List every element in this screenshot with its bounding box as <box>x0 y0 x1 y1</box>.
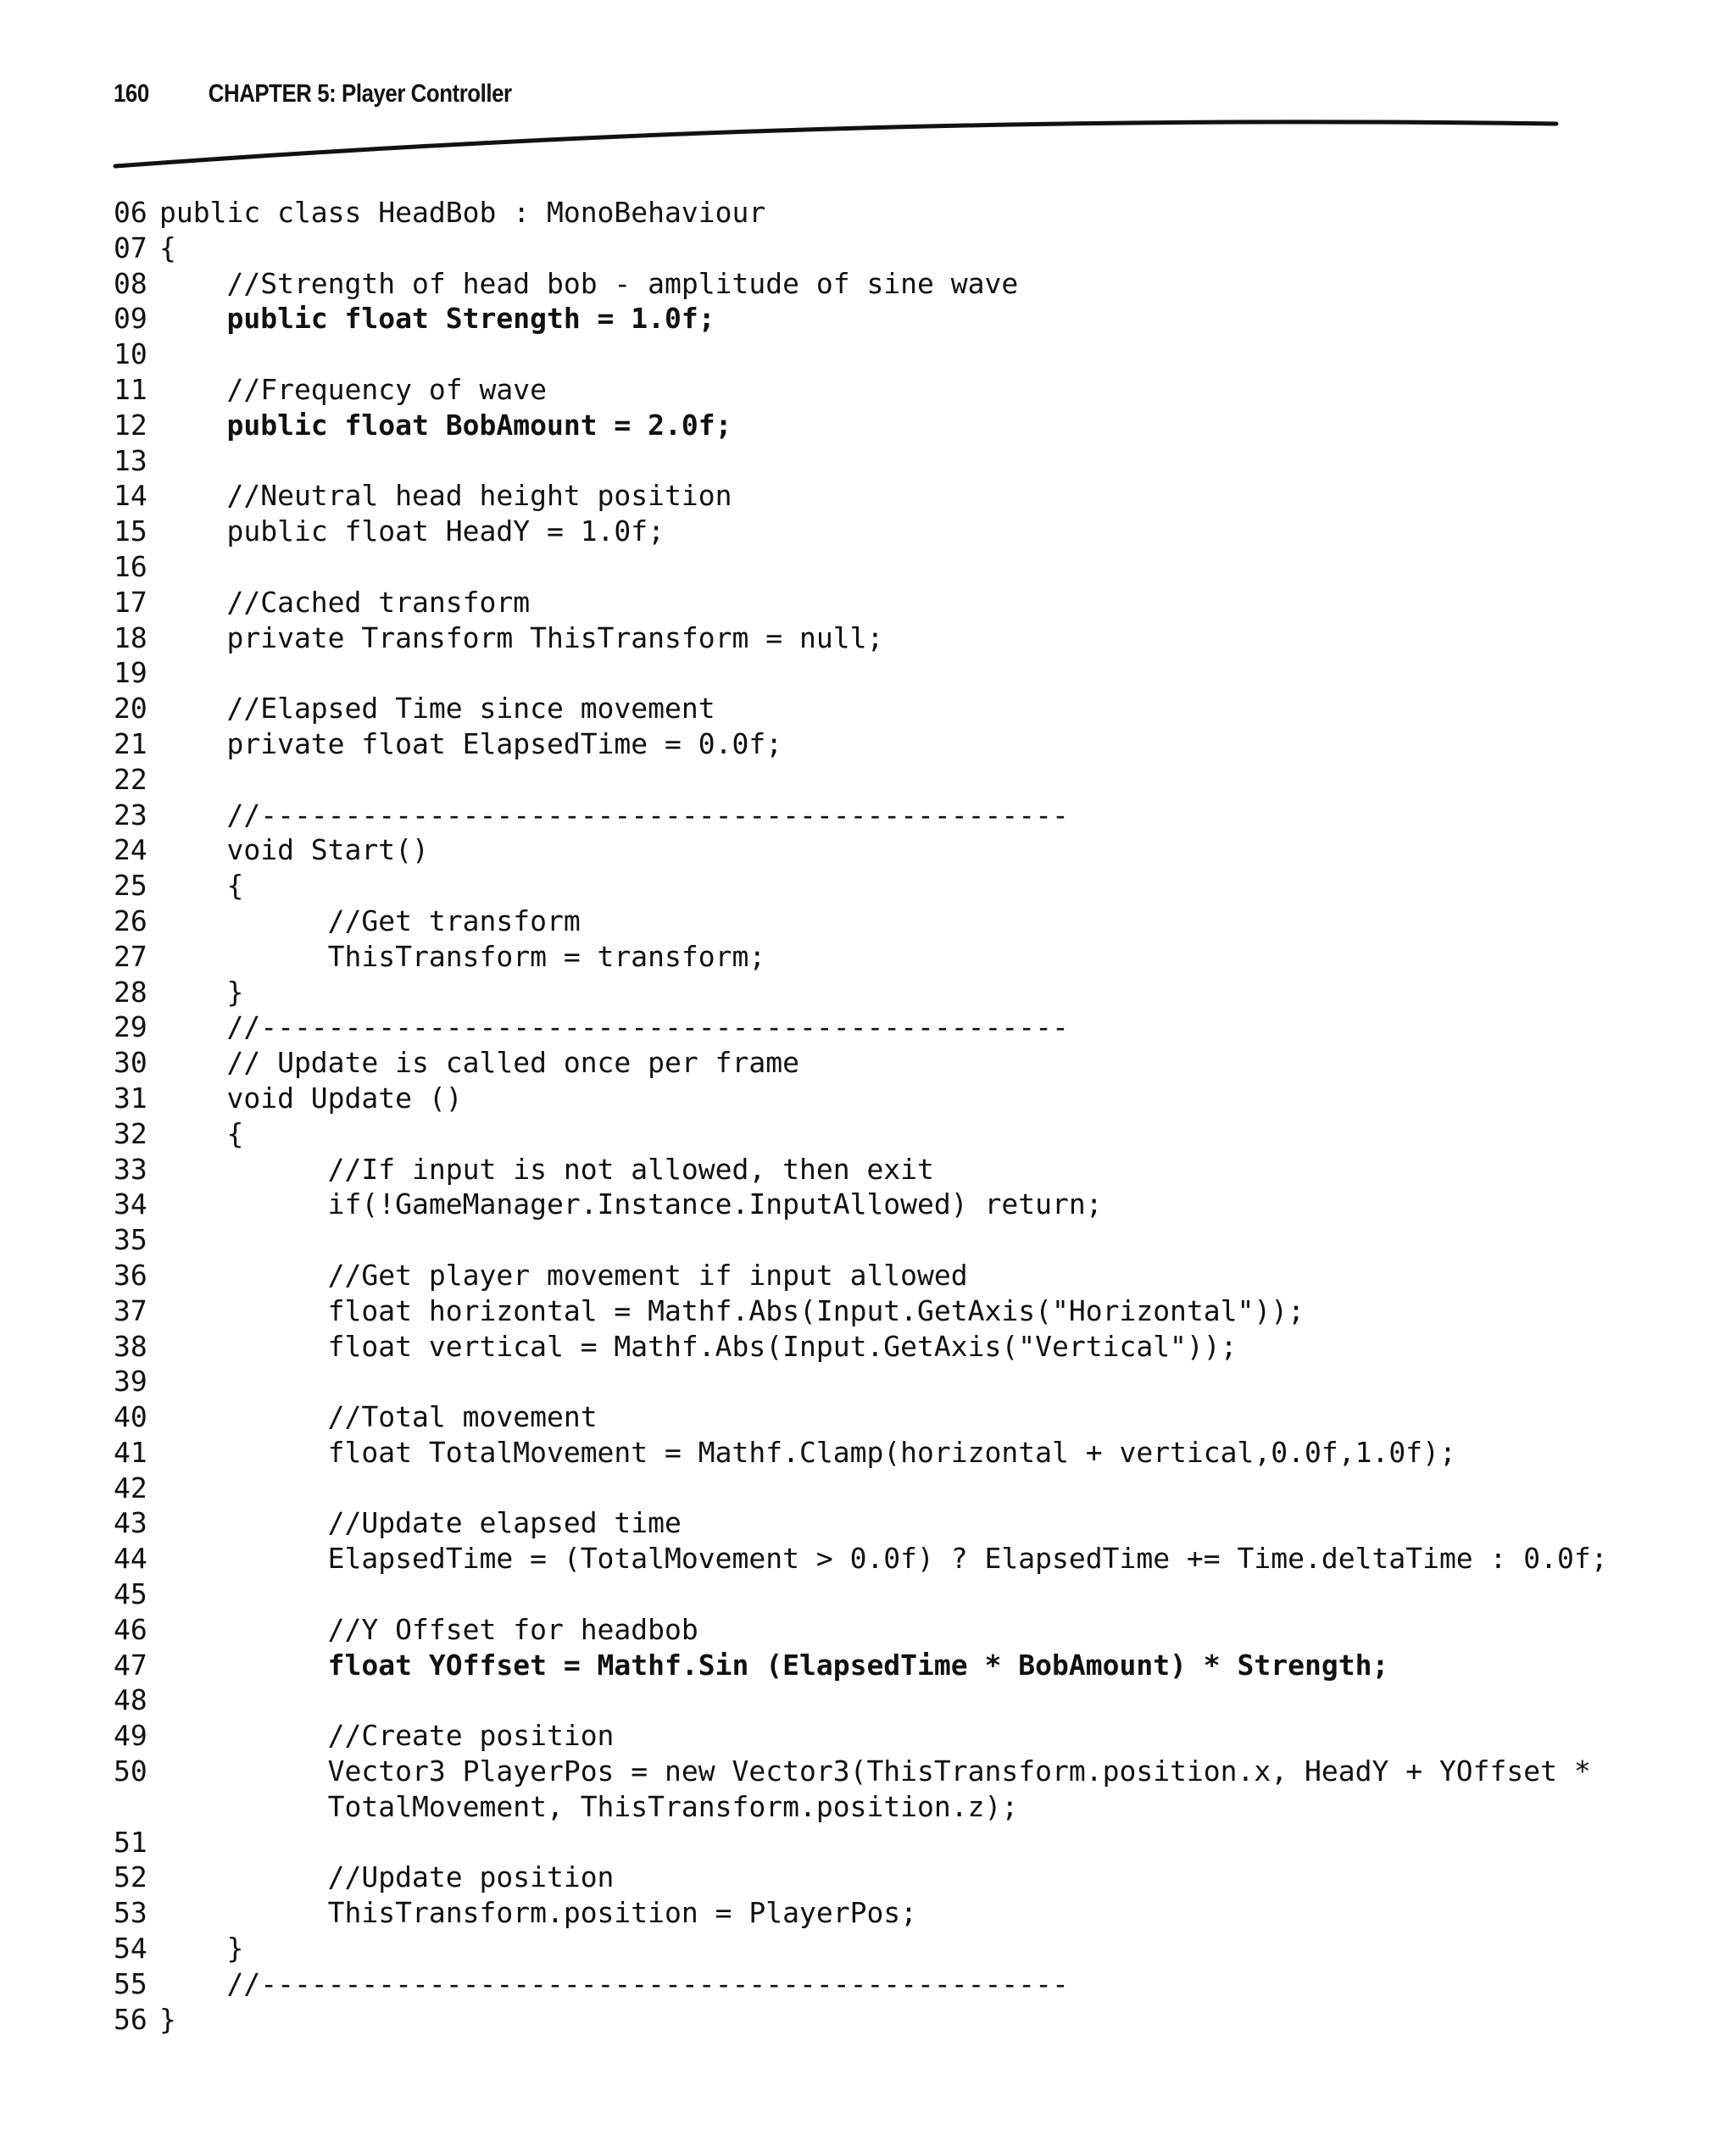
line-text: //Cached transform <box>159 585 531 619</box>
line-number: 15 <box>114 514 147 548</box>
code-line <box>114 832 1608 868</box>
code-line <box>114 1789 1608 1825</box>
line-text: //Update elapsed time <box>159 1506 682 1540</box>
code-line <box>114 762 1608 798</box>
line-number: 56 <box>114 2002 147 2036</box>
code-line <box>114 1931 1608 1966</box>
line-text: float horizontal = Mathf.Abs(Input.GetAxis("Horizontal")); <box>159 1293 1305 1327</box>
line-number: 16 <box>114 549 147 583</box>
line-number: 38 <box>114 1329 147 1363</box>
line-text: { <box>159 231 176 264</box>
code-line <box>114 655 1608 691</box>
code-line <box>114 1541 1608 1577</box>
line-text: { <box>159 1116 244 1150</box>
line-number: 41 <box>114 1435 147 1469</box>
code-line <box>114 478 1608 514</box>
line-text: Vector3 PlayerPos = new Vector3(ThisTransform.position.x, HeadY + YOffset * <box>159 1755 1591 1788</box>
line-number: 07 <box>114 231 147 264</box>
code-line <box>114 975 1608 1010</box>
line-text: if(!GameManager.Instance.InputAllowed) return; <box>159 1187 1103 1221</box>
code-line <box>114 1966 1608 2002</box>
line-text: ThisTransform = transform; <box>159 939 766 973</box>
line-number: 29 <box>114 1010 147 1044</box>
code-line <box>114 1009 1608 1045</box>
line-number: 17 <box>114 585 147 619</box>
line-number: 24 <box>114 833 147 867</box>
line-number: 19 <box>114 656 147 690</box>
line-text: float vertical = Mathf.Abs(Input.GetAxis("Vertical")); <box>159 1329 1238 1363</box>
code-line <box>114 1152 1608 1187</box>
line-number: 25 <box>114 869 147 903</box>
line-number: 11 <box>114 372 147 406</box>
line-text: void Update () <box>159 1081 463 1115</box>
code-line <box>114 1258 1608 1293</box>
code-line <box>114 443 1608 479</box>
code-line <box>114 798 1608 833</box>
line-text: private float ElapsedTime = 0.0f; <box>159 726 783 760</box>
code-line <box>114 549 1608 585</box>
code-line <box>114 1081 1608 1116</box>
line-number: 21 <box>114 726 147 760</box>
line-text: //Update position <box>159 1860 615 1894</box>
line-text: private Transform ThisTransform = null; <box>159 620 884 654</box>
code-line <box>114 726 1608 762</box>
line-number: 22 <box>114 762 147 796</box>
line-number: 13 <box>114 443 147 477</box>
line-number: 46 <box>114 1612 147 1646</box>
line-text: //Elapsed Time since movement <box>159 692 715 726</box>
line-text: public class HeadBob : MonoBehaviour <box>159 196 766 229</box>
line-text: //Neutral head height position <box>159 479 732 513</box>
line-number: 14 <box>114 479 147 513</box>
line-text: public float HeadY = 1.0f; <box>159 514 665 548</box>
line-text: // Update is called once per frame <box>159 1046 799 1080</box>
line-number: 42 <box>114 1471 147 1504</box>
line-text: //Strength of head bob - amplitude of sine wave <box>159 266 1019 300</box>
line-text: //If input is not allowed, then exit <box>159 1152 934 1186</box>
code-line <box>114 1399 1608 1435</box>
line-number: 18 <box>114 620 147 654</box>
line-number: 55 <box>114 1966 147 2000</box>
code-line <box>114 1682 1608 1718</box>
line-number: 26 <box>114 904 147 937</box>
code-line <box>114 408 1608 443</box>
code-line <box>114 231 1608 266</box>
line-text: //------------------------------------------------ <box>159 1010 1069 1044</box>
code-line <box>114 1577 1608 1612</box>
code-line <box>114 1612 1608 1648</box>
line-number: 39 <box>114 1365 147 1399</box>
code-line <box>114 336 1608 372</box>
line-number: 44 <box>114 1542 147 1576</box>
code-line <box>114 195 1608 231</box>
line-number: 32 <box>114 1116 147 1150</box>
code-line <box>114 372 1608 408</box>
code-line <box>114 2002 1608 2038</box>
code-line <box>114 1116 1608 1152</box>
code-line <box>114 1471 1608 1506</box>
line-number: 06 <box>114 196 147 229</box>
line-text: ThisTransform.position = PlayerPos; <box>159 1896 918 1930</box>
code-line <box>114 266 1608 302</box>
line-text: } <box>159 975 244 1009</box>
code-line <box>114 904 1608 939</box>
line-number: 31 <box>114 1081 147 1115</box>
line-number: 30 <box>114 1046 147 1080</box>
line-text: void Start() <box>159 833 429 867</box>
line-number: 35 <box>114 1223 147 1257</box>
code-line <box>114 1825 1608 1860</box>
code-line <box>114 1505 1608 1541</box>
line-text: //Get transform <box>159 904 581 937</box>
line-text: float YOffset = Mathf.Sin (ElapsedTime * BobAmount) * Strength; <box>159 1648 1389 1682</box>
code-line <box>114 939 1608 975</box>
line-text: } <box>159 1932 244 1966</box>
page-number: 160 <box>114 80 149 108</box>
line-number: 43 <box>114 1506 147 1540</box>
line-number: 28 <box>114 975 147 1009</box>
line-number: 08 <box>114 266 147 300</box>
line-number: 50 <box>114 1755 147 1788</box>
line-text: } <box>159 2002 176 2036</box>
line-text: public float BobAmount = 2.0f; <box>159 408 732 442</box>
line-number: 33 <box>114 1152 147 1186</box>
line-text: { <box>159 869 244 903</box>
line-text: public float Strength = 1.0f; <box>159 302 715 336</box>
line-number: 40 <box>114 1400 147 1434</box>
line-text: ElapsedTime = (TotalMovement > 0.0f) ? ElapsedTime += Time.deltaTime : 0.0f; <box>159 1542 1608 1576</box>
line-text: //------------------------------------------------ <box>159 798 1069 831</box>
line-number: 37 <box>114 1293 147 1327</box>
line-number: 10 <box>114 337 147 371</box>
code-line <box>114 1754 1608 1789</box>
line-text: //Create position <box>159 1719 615 1753</box>
line-number: 12 <box>114 408 147 442</box>
chapter-title: CHAPTER 5: Player Controller <box>208 80 512 108</box>
line-number: 47 <box>114 1648 147 1682</box>
code-line <box>114 1860 1608 1895</box>
line-text: //------------------------------------------------ <box>159 1966 1069 2000</box>
line-number: 52 <box>114 1860 147 1894</box>
line-number: 34 <box>114 1187 147 1221</box>
line-text: //Get player movement if input allowed <box>159 1258 968 1292</box>
code-line <box>114 620 1608 656</box>
line-number: 48 <box>114 1683 147 1717</box>
code-line <box>114 1293 1608 1329</box>
line-number: 45 <box>114 1577 147 1611</box>
line-text: float TotalMovement = Mathf.Clamp(horizontal + vertical,0.0f,1.0f); <box>159 1435 1456 1469</box>
line-text: //Frequency of wave <box>159 372 547 406</box>
line-text: //Y Offset for headbob <box>159 1612 698 1646</box>
line-number: 53 <box>114 1896 147 1930</box>
line-number: 23 <box>114 798 147 831</box>
code-line <box>114 1435 1608 1471</box>
line-text: //Total movement <box>159 1400 598 1434</box>
code-line <box>114 1718 1608 1754</box>
code-line <box>114 1045 1608 1081</box>
line-number: 49 <box>114 1719 147 1753</box>
code-line <box>114 1648 1608 1683</box>
line-number: 09 <box>114 302 147 336</box>
line-number: 54 <box>114 1932 147 1966</box>
code-line <box>114 514 1608 549</box>
code-listing <box>114 195 1608 2037</box>
line-number: 36 <box>114 1258 147 1292</box>
code-line <box>114 301 1608 336</box>
line-text: TotalMovement, ThisTransform.position.z); <box>159 1789 1019 1823</box>
line-number: 51 <box>114 1825 147 1859</box>
code-line <box>114 1329 1608 1365</box>
code-line <box>114 1364 1608 1399</box>
line-number: 20 <box>114 692 147 726</box>
page-header <box>114 80 512 114</box>
code-line <box>114 1222 1608 1258</box>
code-line <box>114 1895 1608 1931</box>
code-line <box>114 691 1608 726</box>
code-line <box>114 1187 1608 1222</box>
line-number: 27 <box>114 939 147 973</box>
code-line <box>114 585 1608 620</box>
code-line <box>114 868 1608 904</box>
